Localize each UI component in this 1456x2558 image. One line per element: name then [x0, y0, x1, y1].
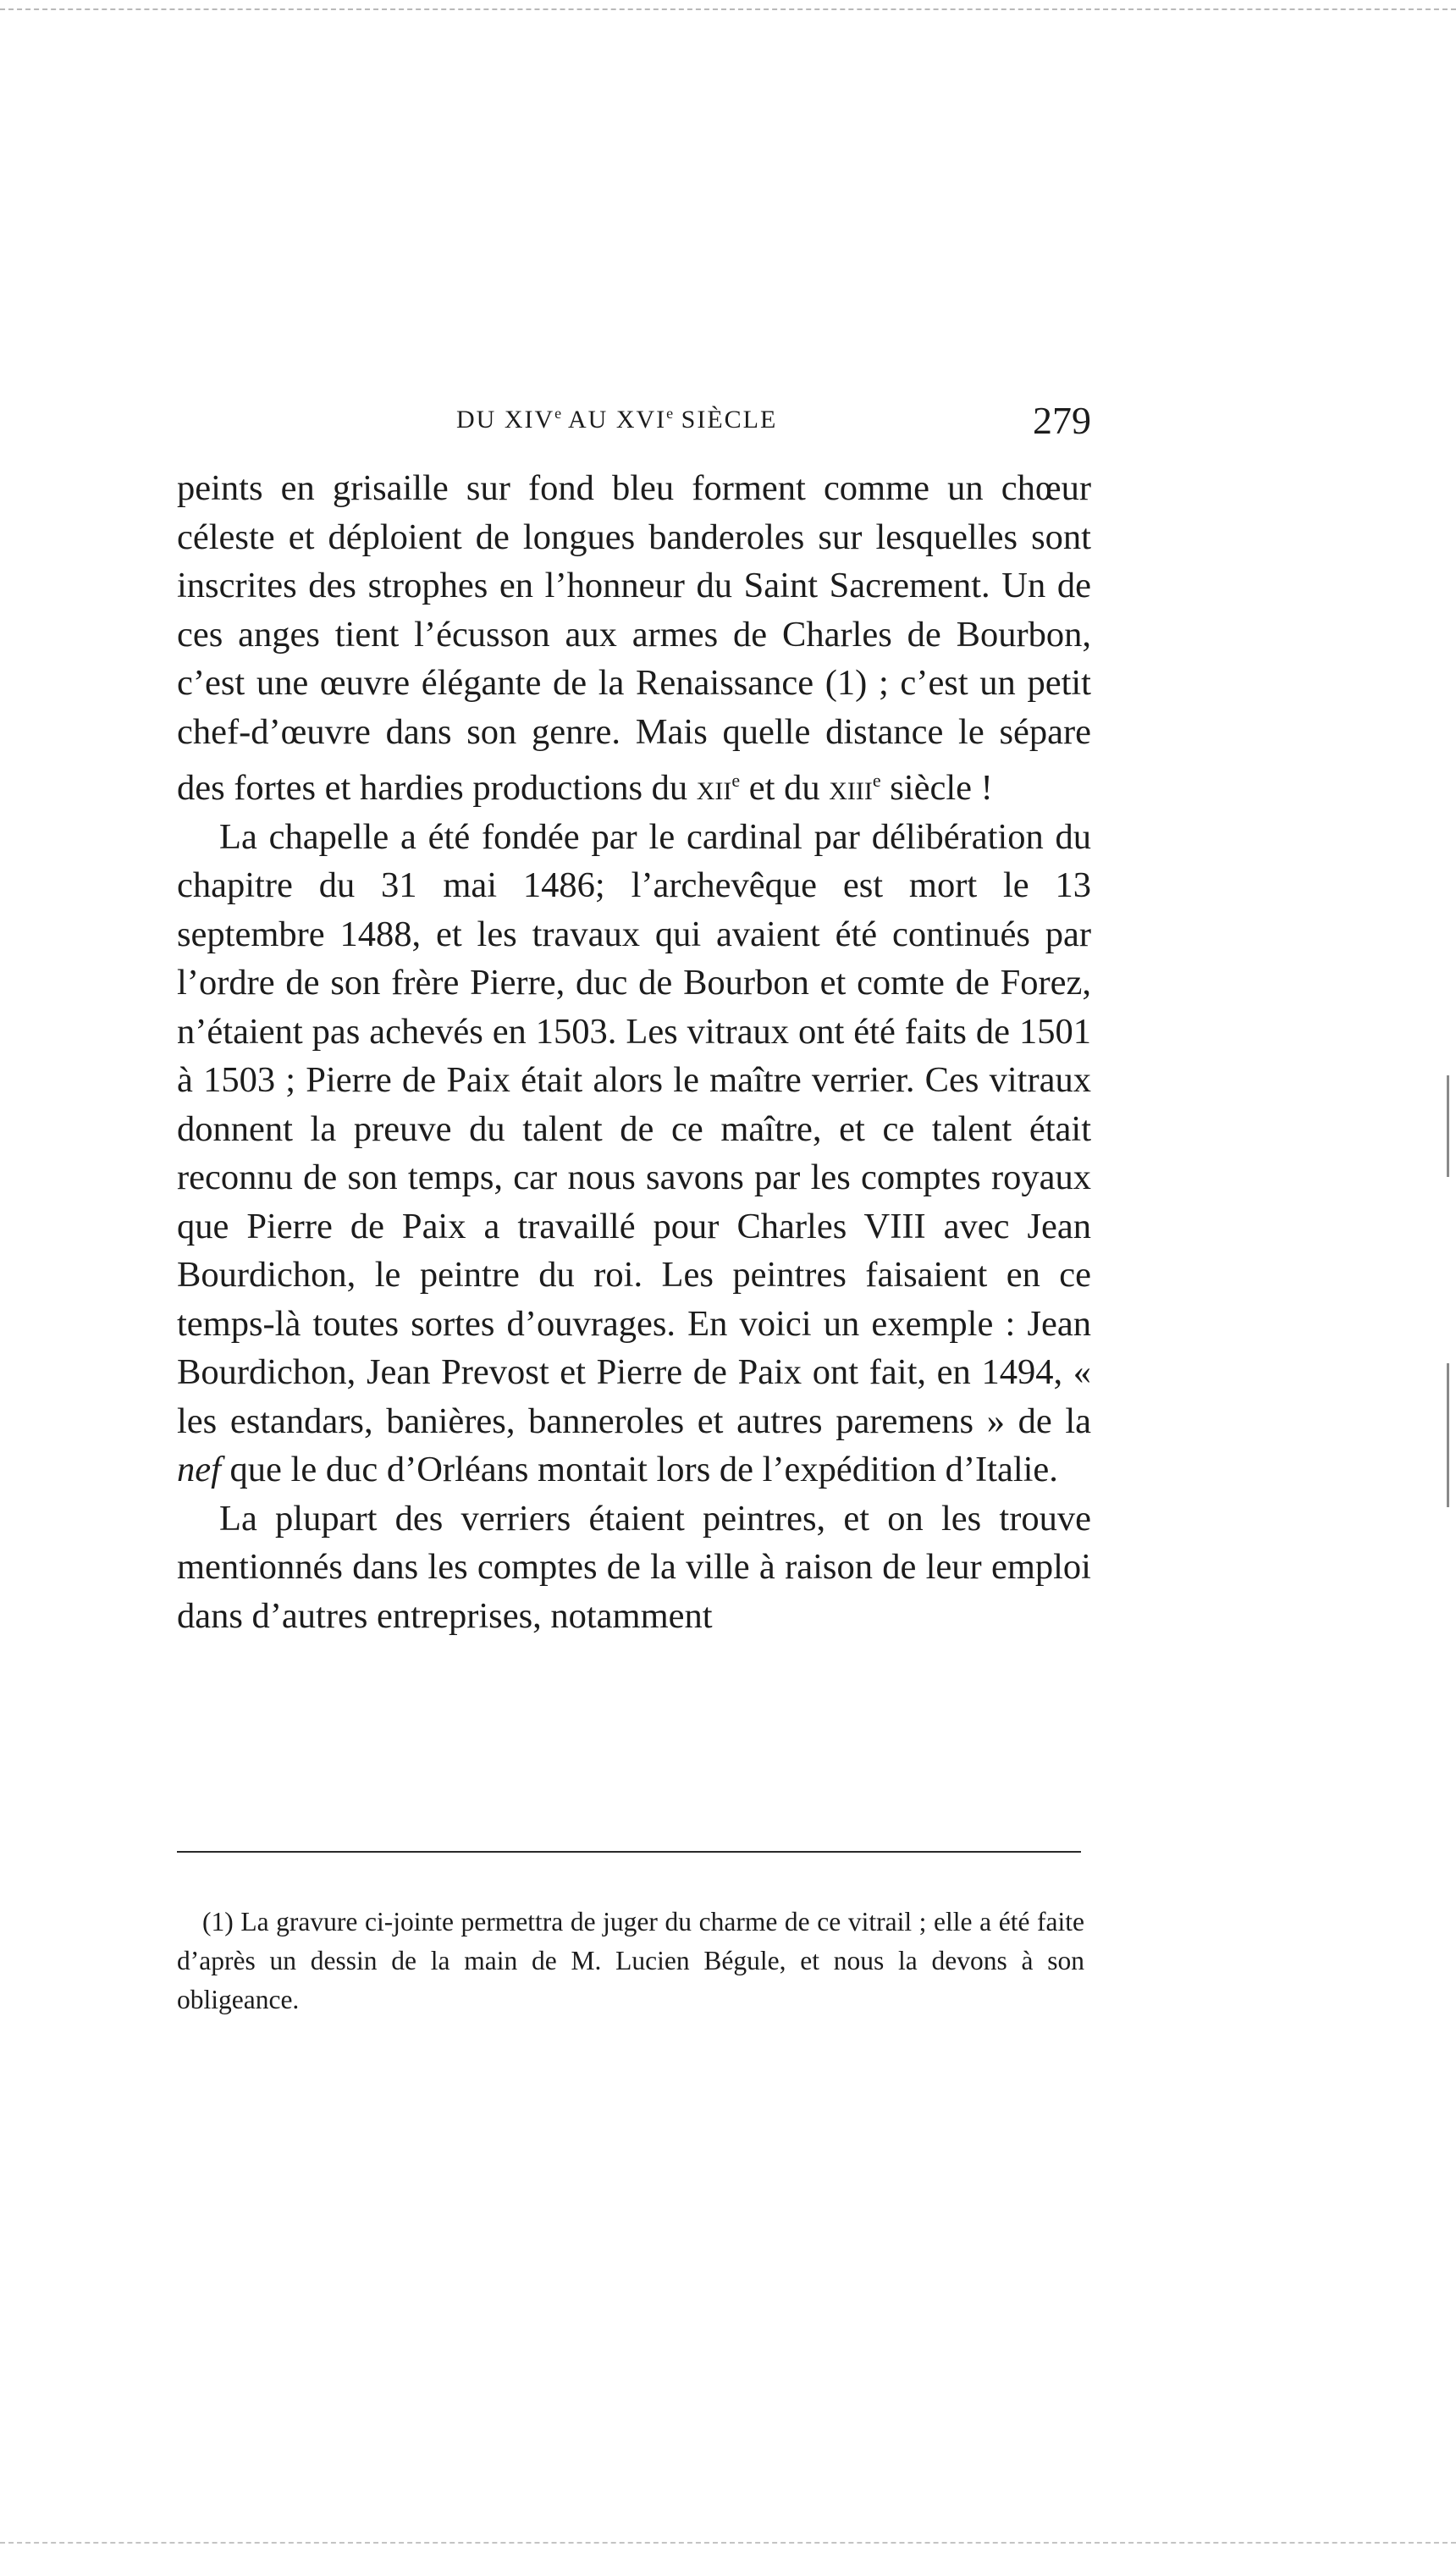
scan-edge-top — [0, 8, 1456, 14]
page-number: 279 — [1033, 399, 1091, 442]
italic-word: nef — [177, 1450, 221, 1490]
paragraph-text: La chapelle a été fondée par le cardinal par délibération du chapitre du 31 mai 1486; l’archevêque est mort le 13 septembre 1488, et les travaux qui avaient été continués par l’ordre de son frère Pierre, duc de Bourbon et comte de Forez, n’étaient pas achevés en 1503. Les vitraux ont été faits de 1501 à 1503 ; Pierre de Paix était alors le maître verrier. Ces vitraux donnent la preuve du talent de ce maître, et ce talent était reconnu de son temps, car nous savons par les comptes royaux que Pierre de Paix a travaillé pour Charles VIII avec Jean Bourdichon, le peintre du roi. Les peintres faisaient en ce temps-là toutes sortes d’ouvrages. En voici un exemple : Jean Bourdichon, Jean Prevost et Pierre de Paix ont fait, en 1494, « les estandars, banières, banneroles et autres paremens » de la — [177, 816, 1091, 1441]
paragraph-3: La plupart des verriers étaient peintres, et on les trouve mentionnés dans les comptes de la ville à raison de leur emploi dans d’autres entreprises, notamment — [177, 1498, 1091, 1636]
running-title-superscript: e — [666, 405, 674, 422]
paragraph-text: et du — [740, 768, 830, 809]
scan-edge-mark — [1447, 1075, 1449, 1177]
footnote-rule — [177, 1851, 1081, 1853]
footnote: (1) La gravure ci-jointe permettra de juger du charme de ce vitrail ; elle a été faite d’après un dessin de la main de M. Lucien Bégule, et nous la devons à son obligeance. — [177, 1907, 1084, 2014]
paragraph-text: siècle ! — [880, 768, 993, 809]
scan-edge-mark — [1447, 1363, 1449, 1507]
body-text — [177, 464, 1091, 1640]
century-numeral: xii — [696, 768, 732, 809]
paragraph-text: que le duc d’Orléans montait lors de l’expédition d’Italie. — [220, 1450, 1058, 1490]
running-title-part: DU XIV — [456, 406, 555, 434]
running-title-superscript: e — [554, 405, 562, 422]
running-title-part: AU XVI — [561, 406, 667, 434]
running-title-part: SIÈCLE — [673, 406, 778, 434]
paragraph-text: peints en grisaille sur fond bleu forment comme un chœur céleste et déploient de longues banderoles sur lesquelles sont inscrites des strophes en l’honneur du Saint Sacrement. Un de ces anges tient l’écusson aux armes de Charles de Bourbon, c’est une œuvre élégante de la Renaissance (1) ; c’est un petit chef-d’œuvre dans son genre. Mais quelle distance le sépare des fortes et hardies productions du — [177, 468, 1091, 809]
paragraph-1 — [177, 464, 1091, 813]
century-numeral: xiii — [829, 768, 873, 809]
running-head — [177, 398, 1091, 449]
scan-edge-bottom — [0, 2542, 1456, 2547]
superscript: e — [731, 770, 741, 791]
paragraph-2 — [177, 813, 1091, 1494]
superscript: e — [872, 770, 881, 791]
running-title — [456, 405, 777, 434]
